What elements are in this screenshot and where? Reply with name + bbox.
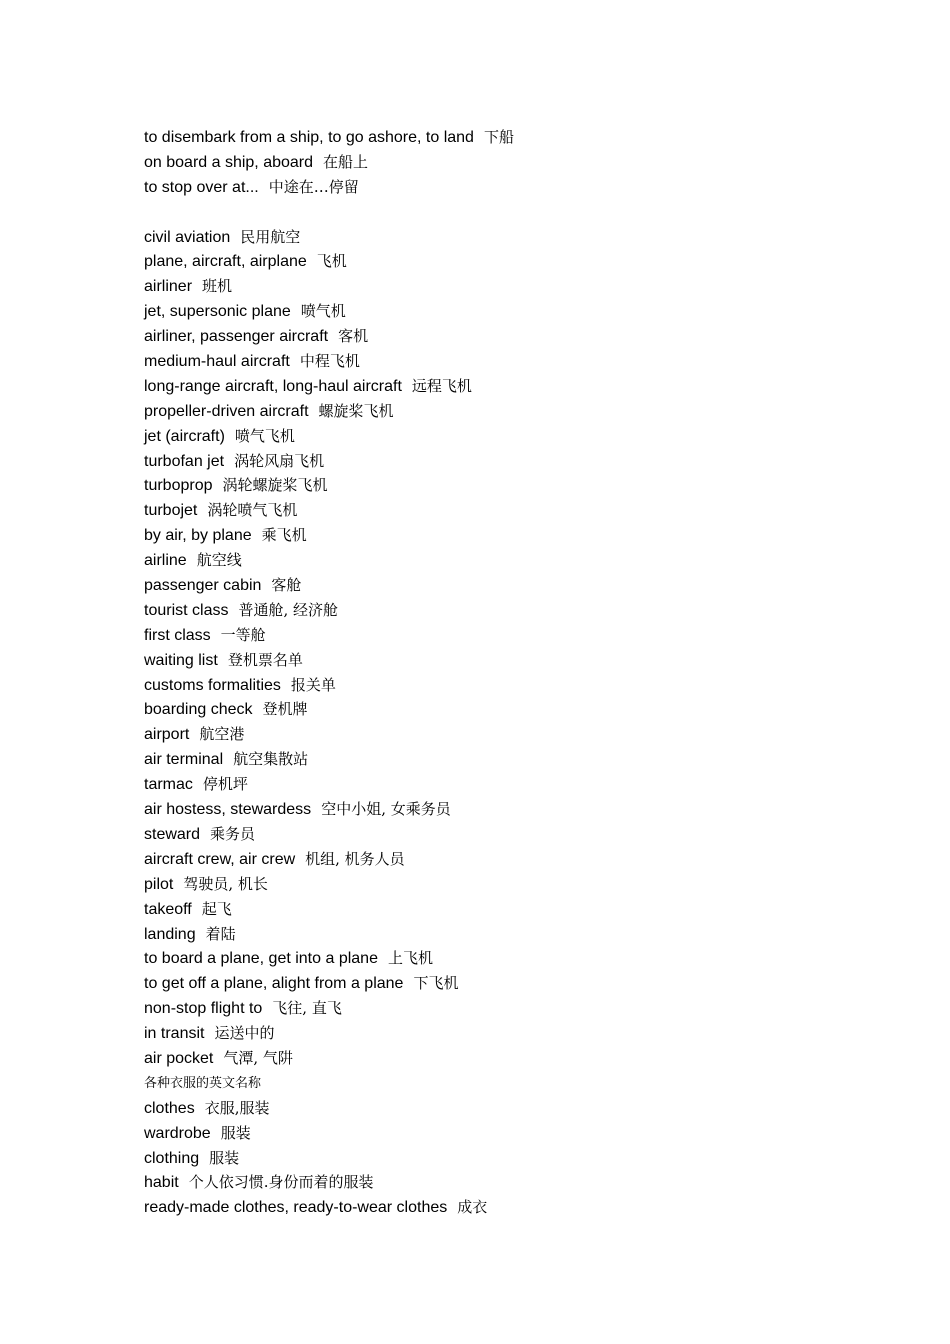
english-term: turbojet — [144, 502, 198, 520]
english-term: passenger cabin — [144, 577, 262, 595]
english-term: tourist class — [144, 601, 229, 619]
vocab-entry — [144, 573, 904, 598]
english-term: in transit — [144, 1025, 205, 1043]
chinese-term: 起飞 — [201, 899, 232, 918]
chinese-term: 下飞机 — [413, 974, 459, 993]
vocab-entry — [144, 1046, 904, 1071]
chinese-term: 在船上 — [323, 152, 369, 171]
chinese-term: 涡轮喷气飞机 — [207, 501, 298, 520]
chinese-term: 登机票名单 — [227, 650, 303, 669]
chinese-term: 服装 — [220, 1123, 251, 1142]
chinese-term: 螺旋桨飞机 — [318, 401, 394, 420]
english-term: waiting list — [144, 651, 218, 669]
vocab-entry — [144, 1146, 904, 1171]
chinese-term: 航空集散站 — [233, 750, 309, 769]
chinese-term: 中程飞机 — [299, 352, 360, 371]
vocab-entry — [144, 847, 904, 872]
vocab-entry — [144, 548, 904, 573]
chinese-term: 衣服,服装 — [204, 1098, 270, 1117]
chinese-term: 机组, 机务人员 — [305, 849, 405, 868]
vocab-entry — [144, 473, 904, 498]
chinese-term: 远程飞机 — [411, 376, 472, 395]
vocab-entry — [144, 349, 904, 374]
chinese-term: 一等舱 — [220, 625, 266, 644]
english-term: medium-haul aircraft — [144, 353, 290, 371]
english-term: airliner, passenger aircraft — [144, 328, 329, 346]
vocab-entry — [144, 1021, 904, 1046]
chinese-term: 民用航空 — [240, 227, 301, 246]
vocab-entry — [144, 449, 904, 474]
vocab-entry — [144, 424, 904, 449]
english-term: customs formalities — [144, 676, 281, 694]
english-term: jet, supersonic plane — [144, 303, 291, 321]
chinese-term: 飞机 — [316, 252, 347, 271]
english-term: on board a ship, aboard — [144, 153, 314, 171]
english-term: non-stop flight to — [144, 1000, 263, 1018]
chinese-term: 驾驶员, 机长 — [183, 874, 268, 893]
english-term: to disembark from a ship, to go ashore, to land — [144, 129, 474, 146]
vocab-entry — [144, 249, 904, 274]
vocab-entry — [144, 1170, 904, 1195]
english-term: wardrobe — [144, 1124, 211, 1142]
vocab-entry — [144, 274, 904, 299]
english-term: jet (aircraft) — [144, 427, 225, 445]
vocab-entry — [144, 996, 904, 1021]
english-term: air pocket — [144, 1049, 214, 1067]
chinese-term: 客机 — [338, 327, 369, 346]
english-term: long-range aircraft, long-haul aircraft — [144, 377, 402, 395]
section-heading — [144, 1071, 904, 1096]
chinese-term: 运送中的 — [214, 1024, 275, 1043]
vocab-entry — [144, 125, 904, 150]
vocab-entry — [144, 822, 904, 847]
vocab-entry — [144, 150, 904, 175]
chinese-term: 喷气飞机 — [234, 426, 295, 445]
vocab-entry — [144, 872, 904, 897]
chinese-term: 报关单 — [290, 675, 336, 694]
english-term: takeoff — [144, 900, 192, 918]
chinese-term: 服装 — [209, 1148, 240, 1167]
english-term: air hostess, stewardess — [144, 801, 312, 819]
vocab-entry — [144, 598, 904, 623]
chinese-term: 成衣 — [457, 1198, 488, 1217]
vocab-entry — [144, 1121, 904, 1146]
vocab-entry — [144, 498, 904, 523]
english-term: to stop over at... — [144, 178, 259, 196]
vocab-entry — [144, 623, 904, 648]
chinese-term: 乘飞机 — [261, 526, 307, 545]
vocab-entry — [144, 299, 904, 324]
vocab-entry — [144, 772, 904, 797]
english-term: airliner — [144, 278, 193, 296]
vocab-entry — [144, 374, 904, 399]
english-term: ready-made clothes, ready-to-wear clothes — [144, 1199, 448, 1217]
vocab-entry — [144, 922, 904, 947]
vocab-entry — [144, 897, 904, 922]
blank-line — [144, 200, 904, 225]
english-term: airport — [144, 726, 190, 744]
vocab-entry — [144, 697, 904, 722]
chinese-term: 客舱 — [271, 576, 302, 595]
vocab-entry — [144, 175, 904, 200]
english-term: turboprop — [144, 477, 213, 495]
chinese-term: 普通舱, 经济舱 — [238, 600, 339, 619]
chinese-term: 停机坪 — [202, 775, 248, 794]
vocab-entry — [144, 673, 904, 698]
english-term: to board a plane, get into a plane — [144, 950, 378, 968]
english-term: habit — [144, 1174, 179, 1192]
vocab-entry — [144, 648, 904, 673]
chinese-term: 上飞机 — [387, 949, 433, 968]
english-term: tarmac — [144, 776, 193, 794]
vocab-entry — [144, 523, 904, 548]
english-term: steward — [144, 825, 201, 843]
vocabulary-list — [144, 125, 904, 1220]
chinese-term: 航空港 — [199, 725, 245, 744]
chinese-term: 中途在…停留 — [268, 177, 359, 196]
chinese-term: 喷气机 — [300, 302, 346, 321]
chinese-term: 乘务员 — [210, 824, 256, 843]
chinese-term: 气潭, 气阱 — [223, 1048, 293, 1067]
vocab-entry — [144, 797, 904, 822]
english-term: clothes — [144, 1099, 195, 1117]
chinese-term: 涡轮螺旋桨飞机 — [222, 476, 328, 495]
english-term: first class — [144, 626, 211, 644]
vocab-entry — [144, 399, 904, 424]
chinese-term: 空中小姐, 女乘务员 — [321, 800, 451, 819]
english-term: civil aviation — [144, 228, 231, 246]
english-term: boarding check — [144, 701, 253, 719]
chinese-term: 飞往, 直飞 — [272, 999, 342, 1018]
english-term: landing — [144, 925, 196, 943]
english-term: pilot — [144, 875, 174, 893]
english-term: to get off a plane, alight from a plane — [144, 975, 404, 993]
chinese-term: 航空线 — [196, 551, 242, 570]
english-term: air terminal — [144, 751, 224, 769]
english-term: airline — [144, 552, 187, 570]
chinese-term: 登机牌 — [262, 700, 308, 719]
chinese-term: 涡轮风扇飞机 — [234, 451, 325, 470]
english-term: clothing — [144, 1149, 200, 1167]
vocab-entry — [144, 1096, 904, 1121]
chinese-term: 下船 — [483, 128, 514, 146]
chinese-term: 班机 — [202, 277, 233, 296]
chinese-term: 着陆 — [205, 924, 236, 943]
vocab-entry — [144, 225, 904, 250]
vocab-entry — [144, 971, 904, 996]
vocab-entry — [144, 722, 904, 747]
vocab-entry — [144, 324, 904, 349]
english-term: propeller-driven aircraft — [144, 402, 309, 420]
english-term: plane, aircraft, airplane — [144, 253, 307, 271]
english-term: by air, by plane — [144, 527, 252, 545]
english-term: turbofan jet — [144, 452, 225, 470]
chinese-term: 个人依习惯.身份而着的服装 — [188, 1173, 374, 1192]
vocab-entry — [144, 1195, 904, 1220]
vocab-entry — [144, 747, 904, 772]
vocab-entry — [144, 946, 904, 971]
section-heading-text: 各种衣服的英文名称 — [144, 1075, 262, 1091]
english-term: aircraft crew, air crew — [144, 850, 296, 868]
